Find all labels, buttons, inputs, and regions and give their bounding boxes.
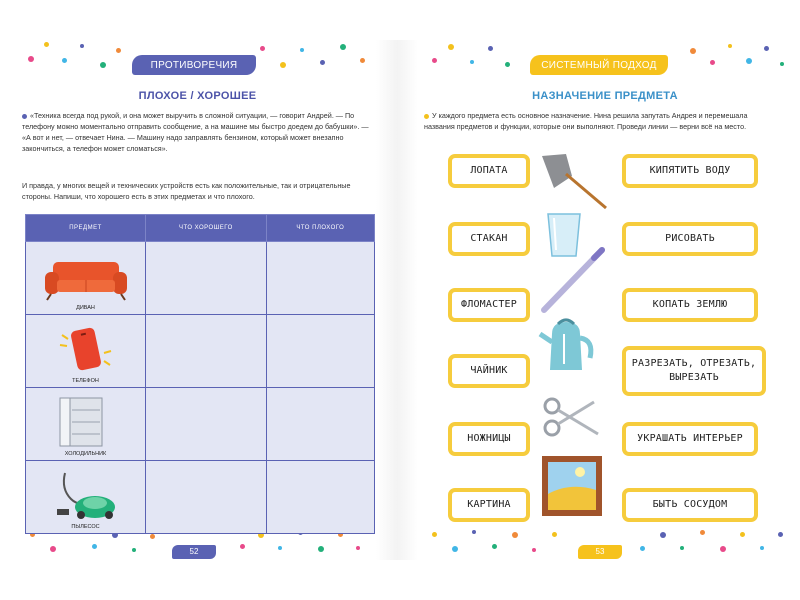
confetti-dot: [764, 46, 769, 51]
kettle-icon: [536, 314, 600, 378]
section-tab-right: СИСТЕМНЫЙ ПОДХОД: [530, 55, 668, 75]
confetti-dot: [700, 530, 705, 535]
function-pill-dig[interactable]: КОПАТЬ ЗЕМЛЮ: [622, 288, 758, 322]
confetti-dot: [488, 46, 493, 51]
confetti-dot: [116, 48, 121, 53]
table-cell-bad[interactable]: [266, 388, 374, 461]
confetti-dot: [778, 532, 783, 537]
confetti-dot: [260, 46, 265, 51]
confetti-dot: [432, 532, 437, 537]
item-pill-kettle[interactable]: ЧАЙНИК: [448, 354, 530, 388]
function-pill-draw[interactable]: РИСОВАТЬ: [622, 222, 758, 256]
item-pill-glass[interactable]: СТАКАН: [448, 222, 530, 256]
confetti-dot: [552, 532, 557, 537]
confetti-dot: [280, 62, 286, 68]
confetti-dot: [492, 544, 497, 549]
confetti-dot: [720, 546, 726, 552]
table-cell-bad[interactable]: [266, 242, 374, 315]
item-pill-shovel[interactable]: ЛОПАТА: [448, 154, 530, 188]
confetti-dot: [660, 532, 666, 538]
item-label: ТЕЛЕФОН: [72, 378, 99, 384]
confetti-dot: [356, 546, 360, 550]
vacuum-icon: [51, 469, 121, 521]
table-cell-bad[interactable]: [266, 461, 374, 534]
confetti-dot: [710, 60, 715, 65]
bullet-icon: [22, 114, 27, 119]
function-pill-cut[interactable]: РАЗРЕЗАТЬ, ОТРЕЗАТЬ, ВЫРЕЗАТЬ: [622, 346, 766, 396]
table-header-good: ЧТО ХОРОШЕГО: [146, 215, 267, 242]
confetti-dot: [532, 548, 536, 552]
item-pill-marker[interactable]: ФЛОМАСТЕР: [448, 288, 530, 322]
pros-cons-table: [25, 214, 375, 534]
phone-icon: [56, 323, 116, 375]
confetti-dot: [92, 544, 97, 549]
fridge-icon: [56, 396, 116, 448]
confetti-dot: [320, 60, 325, 65]
confetti-dot: [300, 48, 304, 52]
item-pill-scissors[interactable]: НОЖНИЦЫ: [448, 422, 530, 456]
table-header-row: [26, 215, 375, 242]
confetti-dot: [512, 532, 518, 538]
confetti-dot: [150, 534, 155, 539]
confetti-dot: [780, 62, 784, 66]
confetti-dot: [278, 546, 282, 550]
confetti-dot: [452, 546, 458, 552]
marker-icon: [536, 246, 608, 316]
confetti-dot: [470, 60, 474, 64]
table-header-item: ПРЕДМЕТ: [26, 215, 146, 242]
function-pill-boil[interactable]: КИПЯТИТЬ ВОДУ: [622, 154, 758, 188]
table-cell-item: [26, 315, 146, 388]
book-spine: [376, 40, 418, 560]
confetti-dot: [50, 546, 56, 552]
confetti-dot: [746, 58, 752, 64]
confetti-dot: [432, 58, 437, 63]
confetti-dot: [100, 62, 106, 68]
left-paragraph-1: [22, 110, 372, 154]
page-number-right: 53: [578, 545, 622, 559]
table-cell-item: [26, 388, 146, 461]
confetti-dot: [240, 544, 245, 549]
table-cell-good[interactable]: [146, 315, 267, 388]
confetti-dot: [28, 56, 34, 62]
confetti-dot: [760, 546, 764, 550]
item-pill-picture[interactable]: КАРТИНА: [448, 488, 530, 522]
confetti-dot: [505, 62, 510, 67]
confetti-dot: [448, 44, 454, 50]
confetti-dot: [132, 548, 136, 552]
confetti-dot: [640, 546, 645, 551]
confetti-dot: [472, 530, 476, 534]
shovel-icon: [532, 146, 612, 216]
section-tab-left: ПРОТИВОРЕЧИЯ: [132, 55, 256, 75]
confetti-dot: [44, 42, 49, 47]
confetti-dot: [690, 48, 696, 54]
table-row: [26, 388, 375, 461]
bullet-icon: [424, 114, 429, 119]
table-cell-good[interactable]: [146, 461, 267, 534]
table-cell-bad[interactable]: [266, 315, 374, 388]
table-row: [26, 461, 375, 534]
page-number-left: 52: [172, 545, 216, 559]
confetti-dot: [740, 532, 745, 537]
confetti-dot: [360, 58, 365, 63]
scissors-icon: [542, 396, 602, 442]
function-pill-vessel[interactable]: БЫТЬ СОСУДОМ: [622, 488, 758, 522]
confetti-dot: [680, 546, 684, 550]
left-page-title: ПЛОХОЕ / ХОРОШЕЕ: [138, 90, 257, 102]
table-cell-item: [26, 242, 146, 315]
picture-icon: [540, 454, 604, 518]
confetti-dot: [62, 58, 67, 63]
table-cell-item: [26, 461, 146, 534]
table-cell-good[interactable]: [146, 242, 267, 315]
right-paragraph-text: У каждого предмета есть основное назначение. Нина решила запутать Андрея и перемешала названия предметов и функции, которые они выполняют. Проведи линии — верни всё на место.: [424, 111, 748, 131]
confetti-dot: [728, 44, 732, 48]
table-header-bad: ЧТО ПЛОХОГО: [266, 215, 374, 242]
item-label: ПЫЛЕСОС: [71, 524, 100, 530]
confetti-dot: [80, 44, 84, 48]
table-row: [26, 242, 375, 315]
confetti-dot: [340, 44, 346, 50]
function-pill-decorate[interactable]: УКРАШАТЬ ИНТЕРЬЕР: [622, 422, 758, 456]
left-paragraph-2: И правда, у многих вещей и технических устройств есть как положительные, так и отрицательные стороны. Напиши, что хорошего есть в этих предметах и что плохого.: [22, 181, 351, 201]
left-paragraph-1-text: «Техника всегда под рукой, и она может выручить в сложной ситуации, — говорит Андрей. — По телефону можно моментально отправить сообщение, а на машине мы быстро доедем до бабушки». — «А вот и нет, — отвечает Нина. — Машину надо заправлять бензином, который может внезапно закончиться, а телефон может сломаться».: [22, 111, 369, 153]
item-label: ХОЛОДИЛЬНИК: [64, 451, 107, 457]
item-label: ДИВАН: [76, 305, 95, 311]
table-cell-good[interactable]: [146, 388, 267, 461]
sofa-icon: [41, 258, 131, 302]
right-page-title: НАЗНАЧЕНИЕ ПРЕДМЕТА: [532, 90, 678, 102]
table-row: [26, 315, 375, 388]
right-paragraph: [424, 110, 779, 132]
confetti-dot: [318, 546, 324, 552]
